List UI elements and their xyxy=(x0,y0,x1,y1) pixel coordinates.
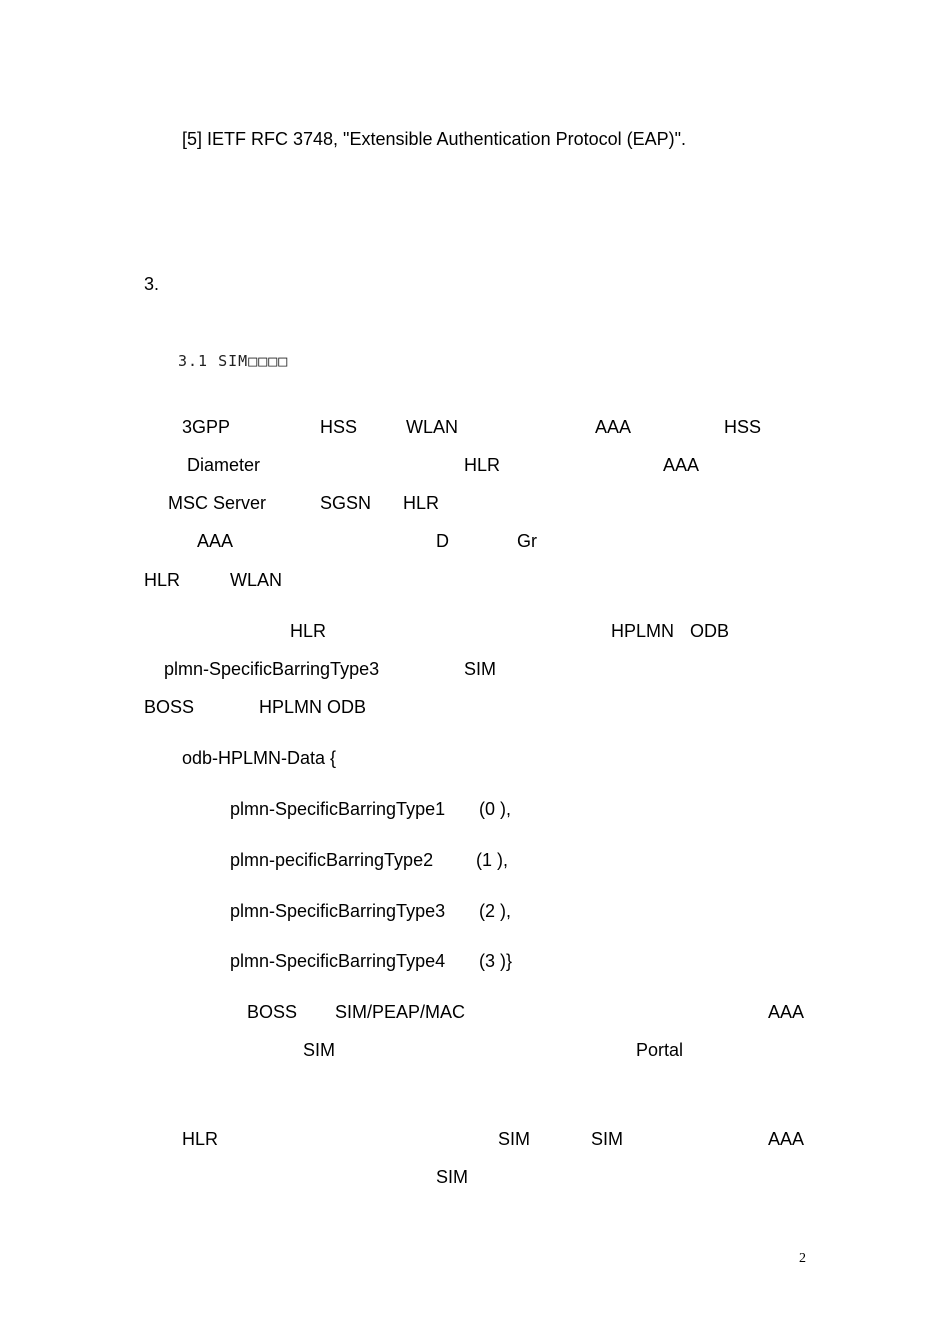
subsection-heading: 3.1 SIM□□□□ xyxy=(178,352,289,370)
para2-word: HPLMN ODB xyxy=(259,697,367,717)
para3-word: AAA xyxy=(768,1002,805,1022)
para1-word: MSC Server xyxy=(168,493,267,513)
reference-line: [5] IETF RFC 3748, "Extensible Authentication Protocol (EAP)". xyxy=(182,129,687,149)
para1-word: AAA xyxy=(197,531,234,551)
code-item-name: plmn-SpecificBarringType3 xyxy=(230,901,446,921)
para1-word: HLR xyxy=(144,570,181,590)
para1-word: D xyxy=(436,531,449,551)
para3-word: SIM xyxy=(303,1040,336,1060)
para1-word: Gr xyxy=(517,531,537,551)
para1-word: WLAN xyxy=(230,570,283,590)
para4-word: AAA xyxy=(768,1129,805,1149)
para1-word: SGSN xyxy=(320,493,372,513)
para4-word: SIM xyxy=(436,1167,469,1187)
para2-word: SIM xyxy=(464,659,497,679)
para1-word: HSS xyxy=(320,417,358,437)
para1-word: AAA xyxy=(663,455,700,475)
code-item-name: plmn-SpecificBarringType4 xyxy=(230,951,446,971)
para1-word: 3GPP xyxy=(182,417,231,437)
section-number: 3. xyxy=(144,274,160,294)
para2-word: BOSS xyxy=(144,697,195,717)
para1-word: HSS xyxy=(724,417,762,437)
code-item-name: plmn-SpecificBarringType1 xyxy=(230,799,446,819)
code-item-name: plmn-pecificBarringType2 xyxy=(230,850,434,870)
para4-word: SIM xyxy=(498,1129,531,1149)
para1-word: WLAN xyxy=(406,417,459,437)
para2-word: plmn-SpecificBarringType3 xyxy=(164,659,380,679)
para2-word: HPLMN xyxy=(611,621,675,641)
para2-word: ODB xyxy=(690,621,730,641)
code-item-value: (3 )} xyxy=(479,951,513,971)
code-open-line: odb-HPLMN-Data { xyxy=(182,748,337,768)
code-item-value: (1 ), xyxy=(476,850,509,870)
para3-word: SIM/PEAP/MAC xyxy=(335,1002,466,1022)
code-item-value: (2 ), xyxy=(479,901,512,921)
para4-word: HLR xyxy=(182,1129,219,1149)
para4-word: SIM xyxy=(591,1129,624,1149)
para1-word: AAA xyxy=(595,417,632,437)
page-number: 2 xyxy=(799,1251,806,1266)
para3-word: BOSS xyxy=(247,1002,298,1022)
para1-word: HLR xyxy=(464,455,501,475)
para1-word: Diameter xyxy=(187,455,261,475)
para1-word: HLR xyxy=(403,493,440,513)
para2-word: HLR xyxy=(290,621,327,641)
code-item-value: (0 ), xyxy=(479,799,512,819)
para3-word: Portal xyxy=(636,1040,684,1060)
